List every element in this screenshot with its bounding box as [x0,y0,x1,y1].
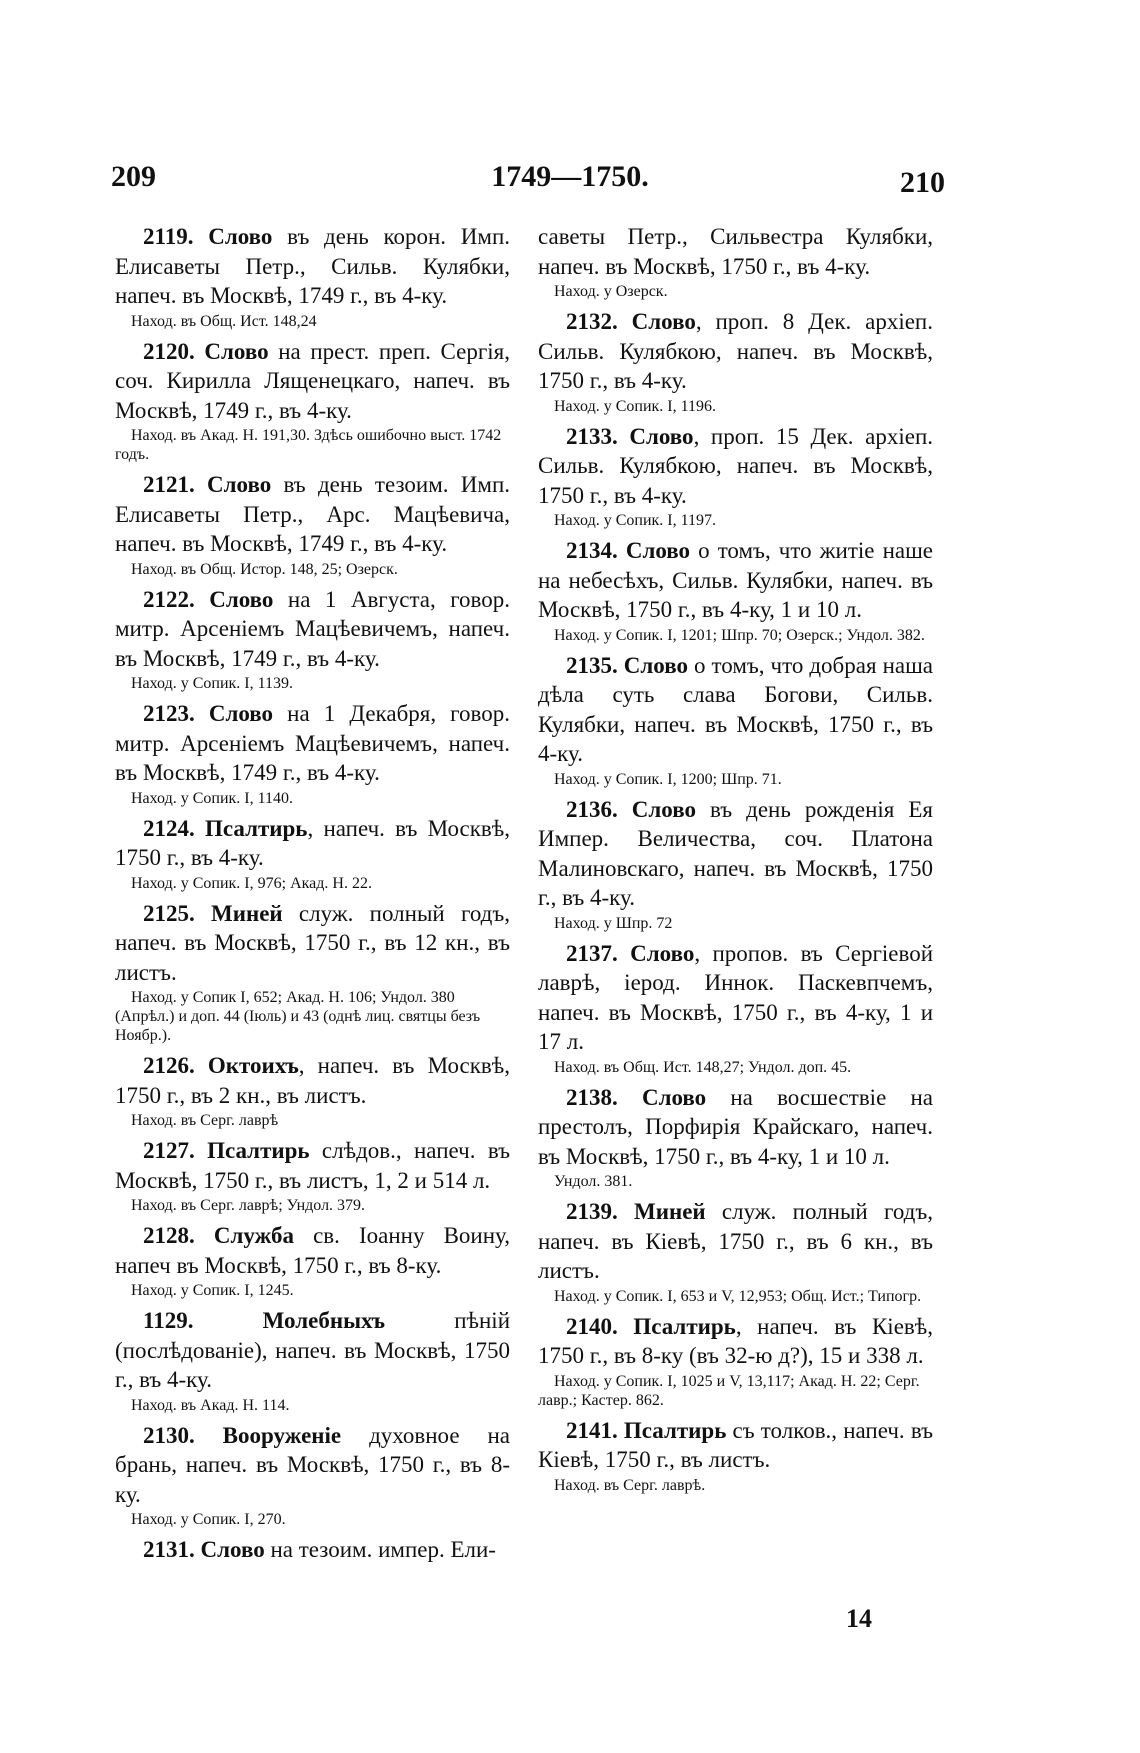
entry-text [115,1051,510,1110]
entry-keyword: Слово [209,586,274,612]
entry-number: 1129. [143,1308,194,1333]
entry-keyword: Слово [208,224,273,249]
entry-location-note: Наход. у Сопик. I, 976; Акад. Н. 22. [131,874,372,892]
entry-text [538,1197,933,1286]
entry-number: 2137. [566,940,618,966]
entry-keyword: Молебныхъ [262,1308,386,1333]
catalog-entry [115,899,510,1046]
entry-location-note: Наход. у Сопик. I, 270. [131,1511,286,1528]
entry-number: 2138. [566,1084,618,1110]
entry-body: , проп. 8 Дек. архіеп. Сильв. Кулябкою, напеч. въ Москвѣ, 1750 г., въ 4-ку. [538,309,933,393]
entry-location-note: Наход. въ Серг. лаврѣ; Ундол. 379. [131,1197,366,1214]
entry-body: въ день тезоим. Имп. Елисаветы Петр., Арс. Мацѣевича, напеч. въ Москвѣ, 1749 г., въ 4-ку. [115,472,511,556]
catalog-entry [538,939,933,1077]
entry-text [115,1136,510,1195]
entry-location-note: Наход. у Сопик. I, 1025 и V, 13,117; Акад. Н. 22; Серг. лавр.; Кастер. 862. [538,1372,920,1409]
entry-text [115,1535,510,1565]
entry-location-note: Ундол. 381. [554,1173,633,1190]
entry-location-note: Наход. у Сопик. I, 1201; Шпр. 70; Озерск.; Ундол. 382. [554,626,925,644]
entry-number: 2126. [143,1053,195,1078]
entry-text [115,699,510,788]
entry-body: св. Іоанну Воину, напеч въ Москвѣ, 1750 г., въ 8-ку. [115,1223,510,1278]
entry-body: на 1 Августа, говор. митр. Арсеніемъ Мацѣевичемъ, напеч. въ Москвѣ, 1749 г., въ 4-ку. [115,586,511,671]
catalog-entry [538,422,933,531]
entry-number: 2131. [143,1537,195,1562]
entry-location-note: Наход. у Сопик. I, 1200; Шпр. 71. [554,770,782,788]
entry-body: въ день корон. Имп. Елисаветы Петр., Сильв. Кулябки, напеч. въ Москвѣ, 1749 г., въ 4-ку. [115,224,511,308]
entry-body: о томъ, что житіе наше на небесѣхъ, Сильв. Кулябки, напеч. въ Москвѣ, 1750 г., въ 4-ку, 1 и 10 л. [538,538,934,622]
entry-keyword: Слово [623,652,688,678]
entry-location-note: Наход. у Сопик. I, 653 и V, 12,953; Общ. Ист.; Типогр. [554,1287,922,1305]
entry-text [115,470,510,559]
entry-keyword: Вооруженіе [222,1422,342,1448]
right-column [538,222,933,1501]
entry-number: 2130. [143,1422,195,1448]
entry-keyword: Слово [630,940,695,966]
entry-body: саветы Петр., Сильвестра Кулябки, напеч. въ Москвѣ, 1750 г., въ 4-ку. [538,224,933,279]
entry-text [115,1221,510,1280]
entry-text [538,939,933,1057]
entry-keyword: Псалтирь [207,1138,310,1163]
entry-body: съ толков., напеч. въ Кіевѣ, 1750 г., въ листъ. [538,1417,933,1472]
entry-number: 2136. [566,796,618,822]
entry-body: , напеч. въ Москвѣ, 1750 г., въ 4-ку. [115,815,511,870]
entry-body: , напеч. въ Москвѣ, 1750 г., въ 2 кн., въ листъ. [115,1053,510,1108]
page-number-left: 209 [111,160,156,193]
catalog-entry [115,1421,510,1530]
entry-body: на восшествіе на престолъ, Порфирія Крайскаго, напеч. въ Москвѣ, 1750 г., въ 4-ку, 1 и 10 л. [538,1084,933,1169]
page-number-right: 210 [900,166,945,199]
entry-keyword: Служба [213,1223,294,1248]
entry-text [115,1421,510,1510]
entry-text [115,899,510,988]
entry-body: на тезоим. импер. Ели- [264,1537,496,1562]
entry-text [538,222,933,281]
entry-keyword: Слово [641,1084,707,1110]
catalog-entry [115,814,510,893]
entry-text [538,1312,933,1371]
entry-body: пѣній (послѣдованіе), напеч. въ Москвѣ, 1750 г., въ 4-ку. [115,1308,510,1392]
entry-body: , пропов. въ Сергіевой лаврѣ, іерод. Иннок. Паскевпчемъ, напеч. въ Москвѣ, 1750 г., въ 4-ку, 1 и 17 л. [538,940,933,1054]
entry-number: 2120. [143,338,195,364]
entry-text [538,795,933,913]
entry-body: на 1 Декабря, говор. митр. Арсеніемъ Мацѣевичемъ, напеч. въ Москвѣ, 1749 г., въ 4-ку. [115,701,510,785]
entry-location-note: Наход. у Сопик. I, 1245. [131,1282,294,1299]
catalog-entry [115,699,510,808]
catalog-entry [538,1416,933,1495]
catalog-entry [115,1136,510,1215]
entry-keyword: Слово [208,701,274,726]
entry-keyword: Псалтирь [633,1313,736,1339]
entry-number: 2135. [566,652,618,678]
entry-text [115,814,510,873]
entry-body: служ. полный годъ, напеч. въ Москвѣ, 1750 г., въ 12 кн., въ листъ. [115,900,510,985]
entry-text [115,1306,510,1395]
catalog-entry [538,536,933,645]
catalog-entry [115,585,510,694]
running-title: 1749—1750. [491,160,649,193]
catalog-entry [115,1221,510,1300]
entry-number: 2134. [566,538,618,563]
entry-location-note: Наход. въ Акад. Н. 191,30. Здѣсь ошибочно выст. 1742 годъ. [115,427,502,463]
entry-keyword: Слово [207,472,272,497]
entry-number: 2132. [566,309,618,334]
entry-keyword: Слово [200,1537,265,1562]
entry-location-note: Наход. у Сопик I, 652; Акад. Н. 106; Ундол. 380 (Апрѣл.) и доп. 44 (Іюль) и 43 (однѣ лиц. святцы безъ Ноябр.). [115,989,481,1044]
left-column [115,222,510,1571]
catalog-entry [538,222,933,301]
catalog-entry [538,795,933,933]
entry-number: 2124. [143,815,195,841]
entry-keyword: Слово [204,338,269,364]
entry-text [115,222,510,311]
entry-location-note: Наход. у Озерск. [554,283,668,300]
entry-keyword: Слово [629,423,694,449]
entry-number: 2139. [566,1199,618,1224]
entry-keyword: Псалтирь [204,815,308,841]
entry-number: 2127. [143,1138,195,1163]
entry-text [538,1416,933,1475]
entry-number: 2122. [143,586,195,612]
catalog-entry [538,1197,933,1306]
entry-number: 2119. [143,224,194,249]
entry-number: 2140. [566,1313,618,1339]
entry-text [538,651,933,769]
catalog-entry [115,470,510,579]
page-header [0,160,1140,200]
entry-location-note: Наход. въ Акад. Н. 114. [131,1396,290,1414]
entry-location-note: Наход. у Сопик. I, 1197. [554,512,717,529]
entry-text [115,585,510,674]
entry-location-note: Наход. въ Общ. Истор. 148, 25; Озерск. [131,560,398,578]
entry-keyword: Миней [633,1199,706,1224]
entry-text [115,337,510,426]
catalog-entry [115,1535,510,1565]
entry-body: служ. полный годъ, напеч. въ Кіевѣ, 1750 г., въ 6 кн., въ листъ. [538,1199,933,1283]
entry-location-note: Наход. въ Серг. лаврѣ. [554,1476,706,1494]
entry-location-note: Наход. въ Общ. Ист. 148,27; Ундол. доп. 45. [554,1058,852,1076]
entry-keyword: Псалтирь [623,1417,727,1443]
catalog-entry [538,1083,933,1192]
entry-location-note: Наход. въ Серг. лаврѣ [131,1112,279,1129]
catalog-entry [538,651,933,789]
entry-location-note: Наход. у Сопик. I, 1196. [554,397,717,415]
catalog-entry [115,1306,510,1415]
entry-location-note: Наход. у Сопик. I, 1139. [131,675,294,692]
entry-location-note: Наход. у Шпр. 72 [554,914,673,932]
entry-body: духовное на брань, напеч. въ Москвѣ, 1750 г., въ 8-ку. [115,1422,510,1507]
catalog-entry [115,222,510,331]
entry-text [538,1083,933,1172]
entry-number: 2123. [143,701,195,726]
entry-number: 2141. [566,1417,618,1443]
entry-keyword: Октоихъ [207,1053,299,1078]
entry-keyword: Слово [625,538,691,563]
entry-text [538,422,933,511]
entry-body: , напеч. въ Кіевѣ, 1750 г., въ 8-ку (въ 32-ю д?), 15 и 338 л. [538,1313,933,1368]
entry-body: о томъ, что добрая наша дѣла суть слава Богови, Сильв. Кулябки, напеч. въ Москвѣ, 1750 г., въ 4-ку. [538,652,934,766]
entry-number: 2121. [143,472,195,497]
entry-keyword: Слово [631,796,696,822]
entry-text [538,536,933,625]
entry-number: 2125. [143,900,195,926]
catalog-entry [538,307,933,416]
catalog-entry [115,337,510,465]
entry-text [538,307,933,396]
entry-body: , проп. 15 Дек. архіеп. Сильв. Кулябкою, напеч. въ Москвѣ, 1750 г., въ 4-ку. [538,423,933,508]
signature-mark: 14 [846,1604,872,1633]
entry-body: въ день рожденія Ея Импер. Величества, соч. Платона Малиновскаго, напеч. въ Москвѣ, 1750 г., въ 4-ку. [538,796,933,910]
catalog-entry [538,1312,933,1410]
catalog-entry [115,1051,510,1130]
entry-body: на прест. преп. Сергія, соч. Кирилла Лященецкаго, напеч. въ Москвѣ, 1749 г., въ 4-ку. [115,338,511,423]
entry-location-note: Наход. у Сопик. I, 1140. [131,789,294,807]
entry-body: слѣдов., напеч. въ Москвѣ, 1750 г., въ листъ, 1, 2 и 514 л. [115,1138,510,1193]
entry-number: 2128. [143,1223,195,1248]
entry-number: 2133. [566,423,618,449]
entry-location-note: Наход. въ Общ. Ист. 148,24 [131,312,317,330]
entry-keyword: Миней [210,900,283,926]
entry-keyword: Слово [631,309,696,334]
